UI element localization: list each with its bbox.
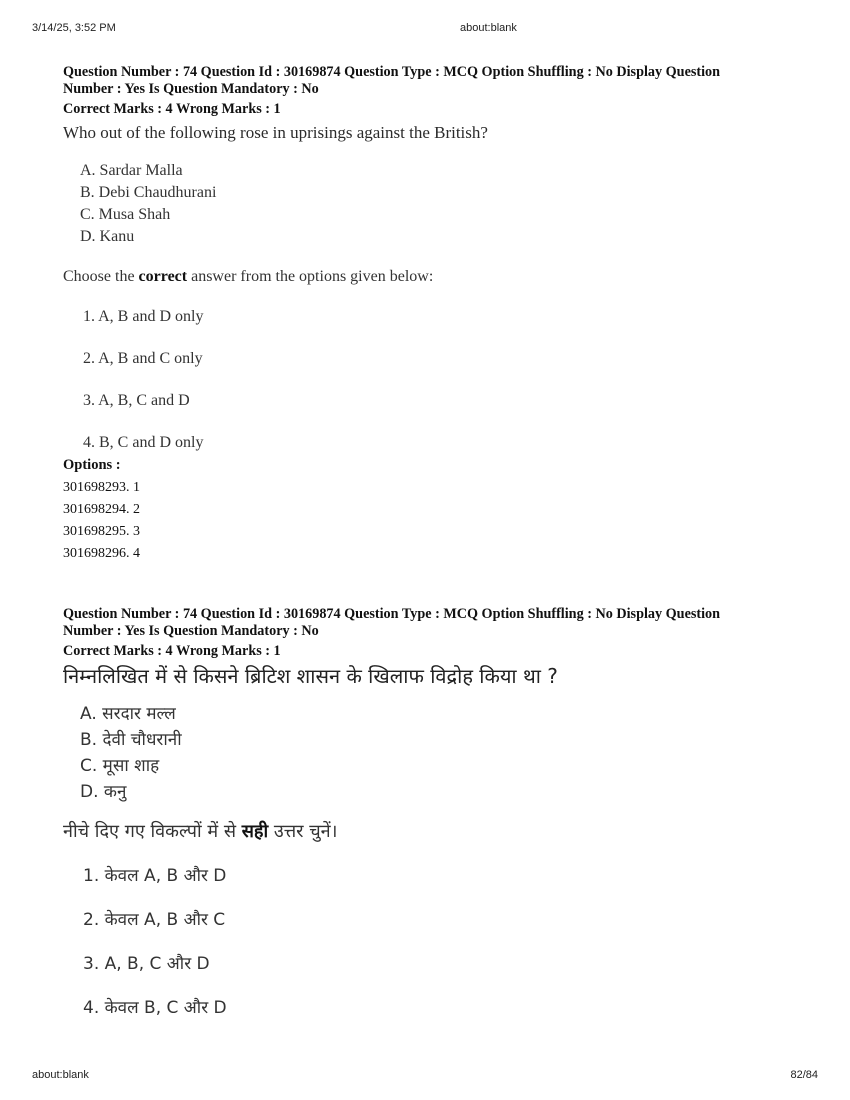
statement-item: C. Musa Shah <box>80 206 171 223</box>
statement-item: D. कनु <box>80 782 127 802</box>
choice-item: 3. A, B, C and D <box>83 392 190 409</box>
instruction-text <box>63 268 803 286</box>
choice-item: 1. A, B and D only <box>83 308 204 325</box>
statement-item: A. सरदार मल्ल <box>80 704 176 724</box>
instruction-pre: Choose the <box>63 268 139 285</box>
option-row: 301698294. 2 <box>63 502 140 517</box>
instruction-bold: correct <box>138 268 188 285</box>
option-row: 301698295. 3 <box>63 524 140 539</box>
choice-item: 2. केवल A, B और C <box>83 910 226 930</box>
question-meta-line1: Question Number : 74 Question Id : 30169874 Question Type : MCQ Option Shuffling : No Display Question <box>63 606 721 622</box>
instruction-pre: नीचे दिए गए विकल्पों में से <box>63 821 242 842</box>
question-marks: Correct Marks : 4 Wrong Marks : 1 <box>63 101 281 117</box>
question-meta-line1: Question Number : 74 Question Id : 30169874 Question Type : MCQ Option Shuffling : No Display Question <box>63 64 721 80</box>
choice-item: 2. A, B and C only <box>83 350 203 367</box>
option-row: 301698293. 1 <box>63 480 140 495</box>
option-row: 301698296. 4 <box>63 546 140 561</box>
instruction-post: answer from the options given below: <box>187 268 434 285</box>
statement-item: C. मूसा शाह <box>80 756 160 776</box>
statement-item: B. Debi Chaudhurani <box>80 184 217 201</box>
question-meta <box>63 606 803 640</box>
instruction-text <box>63 819 803 843</box>
statement-list <box>63 701 803 805</box>
choice-item: 4. B, C and D only <box>83 434 204 451</box>
choice-item: 1. केवल A, B और D <box>83 866 227 886</box>
footer-url: about:blank <box>32 1069 89 1081</box>
question-meta-line2: Number : Yes Is Question Mandatory : No <box>63 623 319 639</box>
options-label: Options : <box>63 457 121 473</box>
statement-item: B. देवी चौधरानी <box>80 730 182 750</box>
page-number: 82/84 <box>790 1069 818 1081</box>
question-meta-line2: Number : Yes Is Question Mandatory : No <box>63 81 319 97</box>
print-datetime: 3/14/25, 3:52 PM <box>32 22 116 34</box>
question-meta <box>63 64 803 98</box>
question-text: Who out of the following rose in uprisings against the British? <box>63 123 488 142</box>
instruction-post: उत्तर चुनें। <box>268 821 338 842</box>
question-block-english <box>63 64 803 562</box>
choice-item: 4. केवल B, C और D <box>83 998 227 1018</box>
instruction-bold: सही <box>241 821 269 842</box>
question-marks: Correct Marks : 4 Wrong Marks : 1 <box>63 643 281 659</box>
choice-list <box>63 863 803 1018</box>
statement-item: A. Sardar Malla <box>80 162 183 179</box>
print-url: about:blank <box>460 22 517 34</box>
question-text: निम्नलिखित में से किसने ब्रिटिश शासन के खिलाफ विद्रोह किया था ? <box>63 664 558 688</box>
question-block-hindi <box>63 606 803 1018</box>
statement-item: D. Kanu <box>80 228 135 245</box>
statement-list <box>63 160 803 248</box>
choice-list <box>63 308 803 452</box>
choice-item: 3. A, B, C और D <box>83 954 210 974</box>
